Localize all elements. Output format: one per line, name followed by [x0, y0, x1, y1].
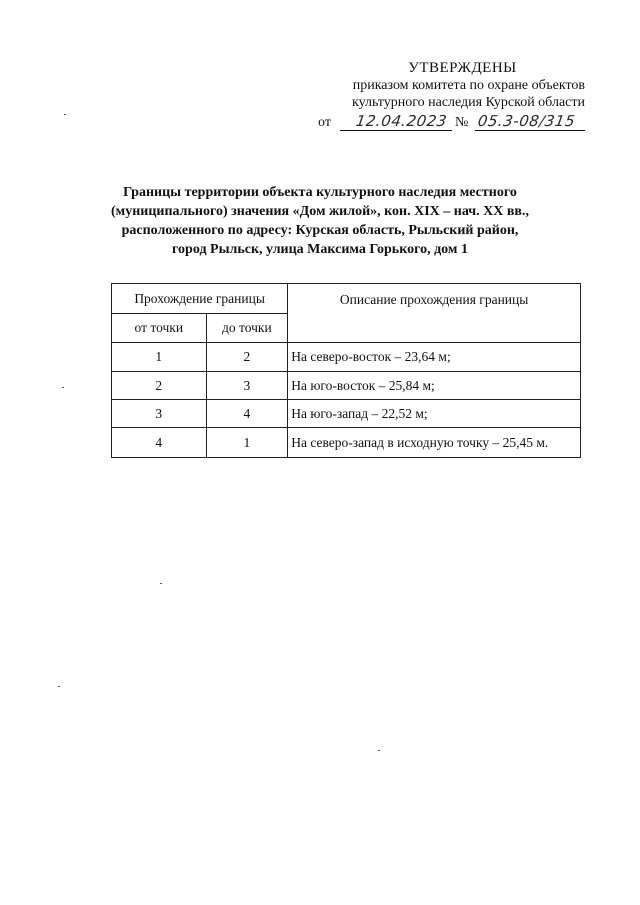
order-date-number-line — [318, 113, 588, 135]
scan-speck — [160, 583, 162, 584]
cell-to: 1 — [206, 428, 288, 458]
title-line-3: расположенного по адресу: Курская область, Рыльский район, — [121, 223, 519, 238]
header-description: Описание прохождения границы — [288, 284, 581, 343]
approval-block — [300, 60, 585, 111]
handwritten-number: 05.3-08/315 — [476, 112, 577, 130]
title-line-2: (муниципального) значения «Дом жилой», кон. XIX – нач. XX вв., — [111, 204, 529, 219]
scan-speck — [64, 114, 66, 115]
cell-description: На северо-восток – 23,64 м; — [288, 343, 581, 372]
handwritten-date: 12.04.2023 — [354, 112, 449, 130]
date-label: от — [318, 115, 331, 130]
number-label: № — [455, 115, 469, 130]
cell-from: 4 — [112, 428, 207, 458]
scan-speck — [378, 750, 380, 751]
table-row — [112, 372, 581, 400]
cell-to: 2 — [206, 343, 288, 372]
table-row — [112, 428, 581, 458]
table-header-row — [112, 284, 581, 314]
header-from-point: от точки — [112, 314, 207, 343]
title-line-1: Границы территории объекта культурного наследия местного — [123, 185, 517, 200]
cell-description: На северо-запад в исходную точку – 25,45 м. — [288, 428, 581, 458]
boundary-table — [111, 283, 581, 458]
approval-heading: УТВЕРЖДЕНЫ — [408, 60, 517, 76]
document-title — [95, 183, 545, 259]
header-to-point: до точки — [206, 314, 288, 343]
number-underline — [475, 130, 585, 131]
table-row — [112, 400, 581, 428]
cell-to: 3 — [206, 372, 288, 400]
scan-speck — [58, 686, 60, 687]
scan-speck — [62, 387, 64, 388]
date-underline — [340, 130, 452, 131]
title-line-4: город Рыльск, улица Максима Горького, дом 1 — [172, 242, 468, 257]
cell-to: 4 — [206, 400, 288, 428]
cell-from: 1 — [112, 343, 207, 372]
cell-from: 2 — [112, 372, 207, 400]
cell-description: На юго-запад – 22,52 м; — [288, 400, 581, 428]
header-boundary-passage: Прохождение границы — [112, 284, 288, 314]
cell-from: 3 — [112, 400, 207, 428]
cell-description: На юго-восток – 25,84 м; — [288, 372, 581, 400]
approval-line-1: приказом комитета по охране объектов — [352, 78, 585, 93]
approval-line-2: культурного наследия Курской области — [351, 95, 585, 110]
table-row — [112, 343, 581, 372]
